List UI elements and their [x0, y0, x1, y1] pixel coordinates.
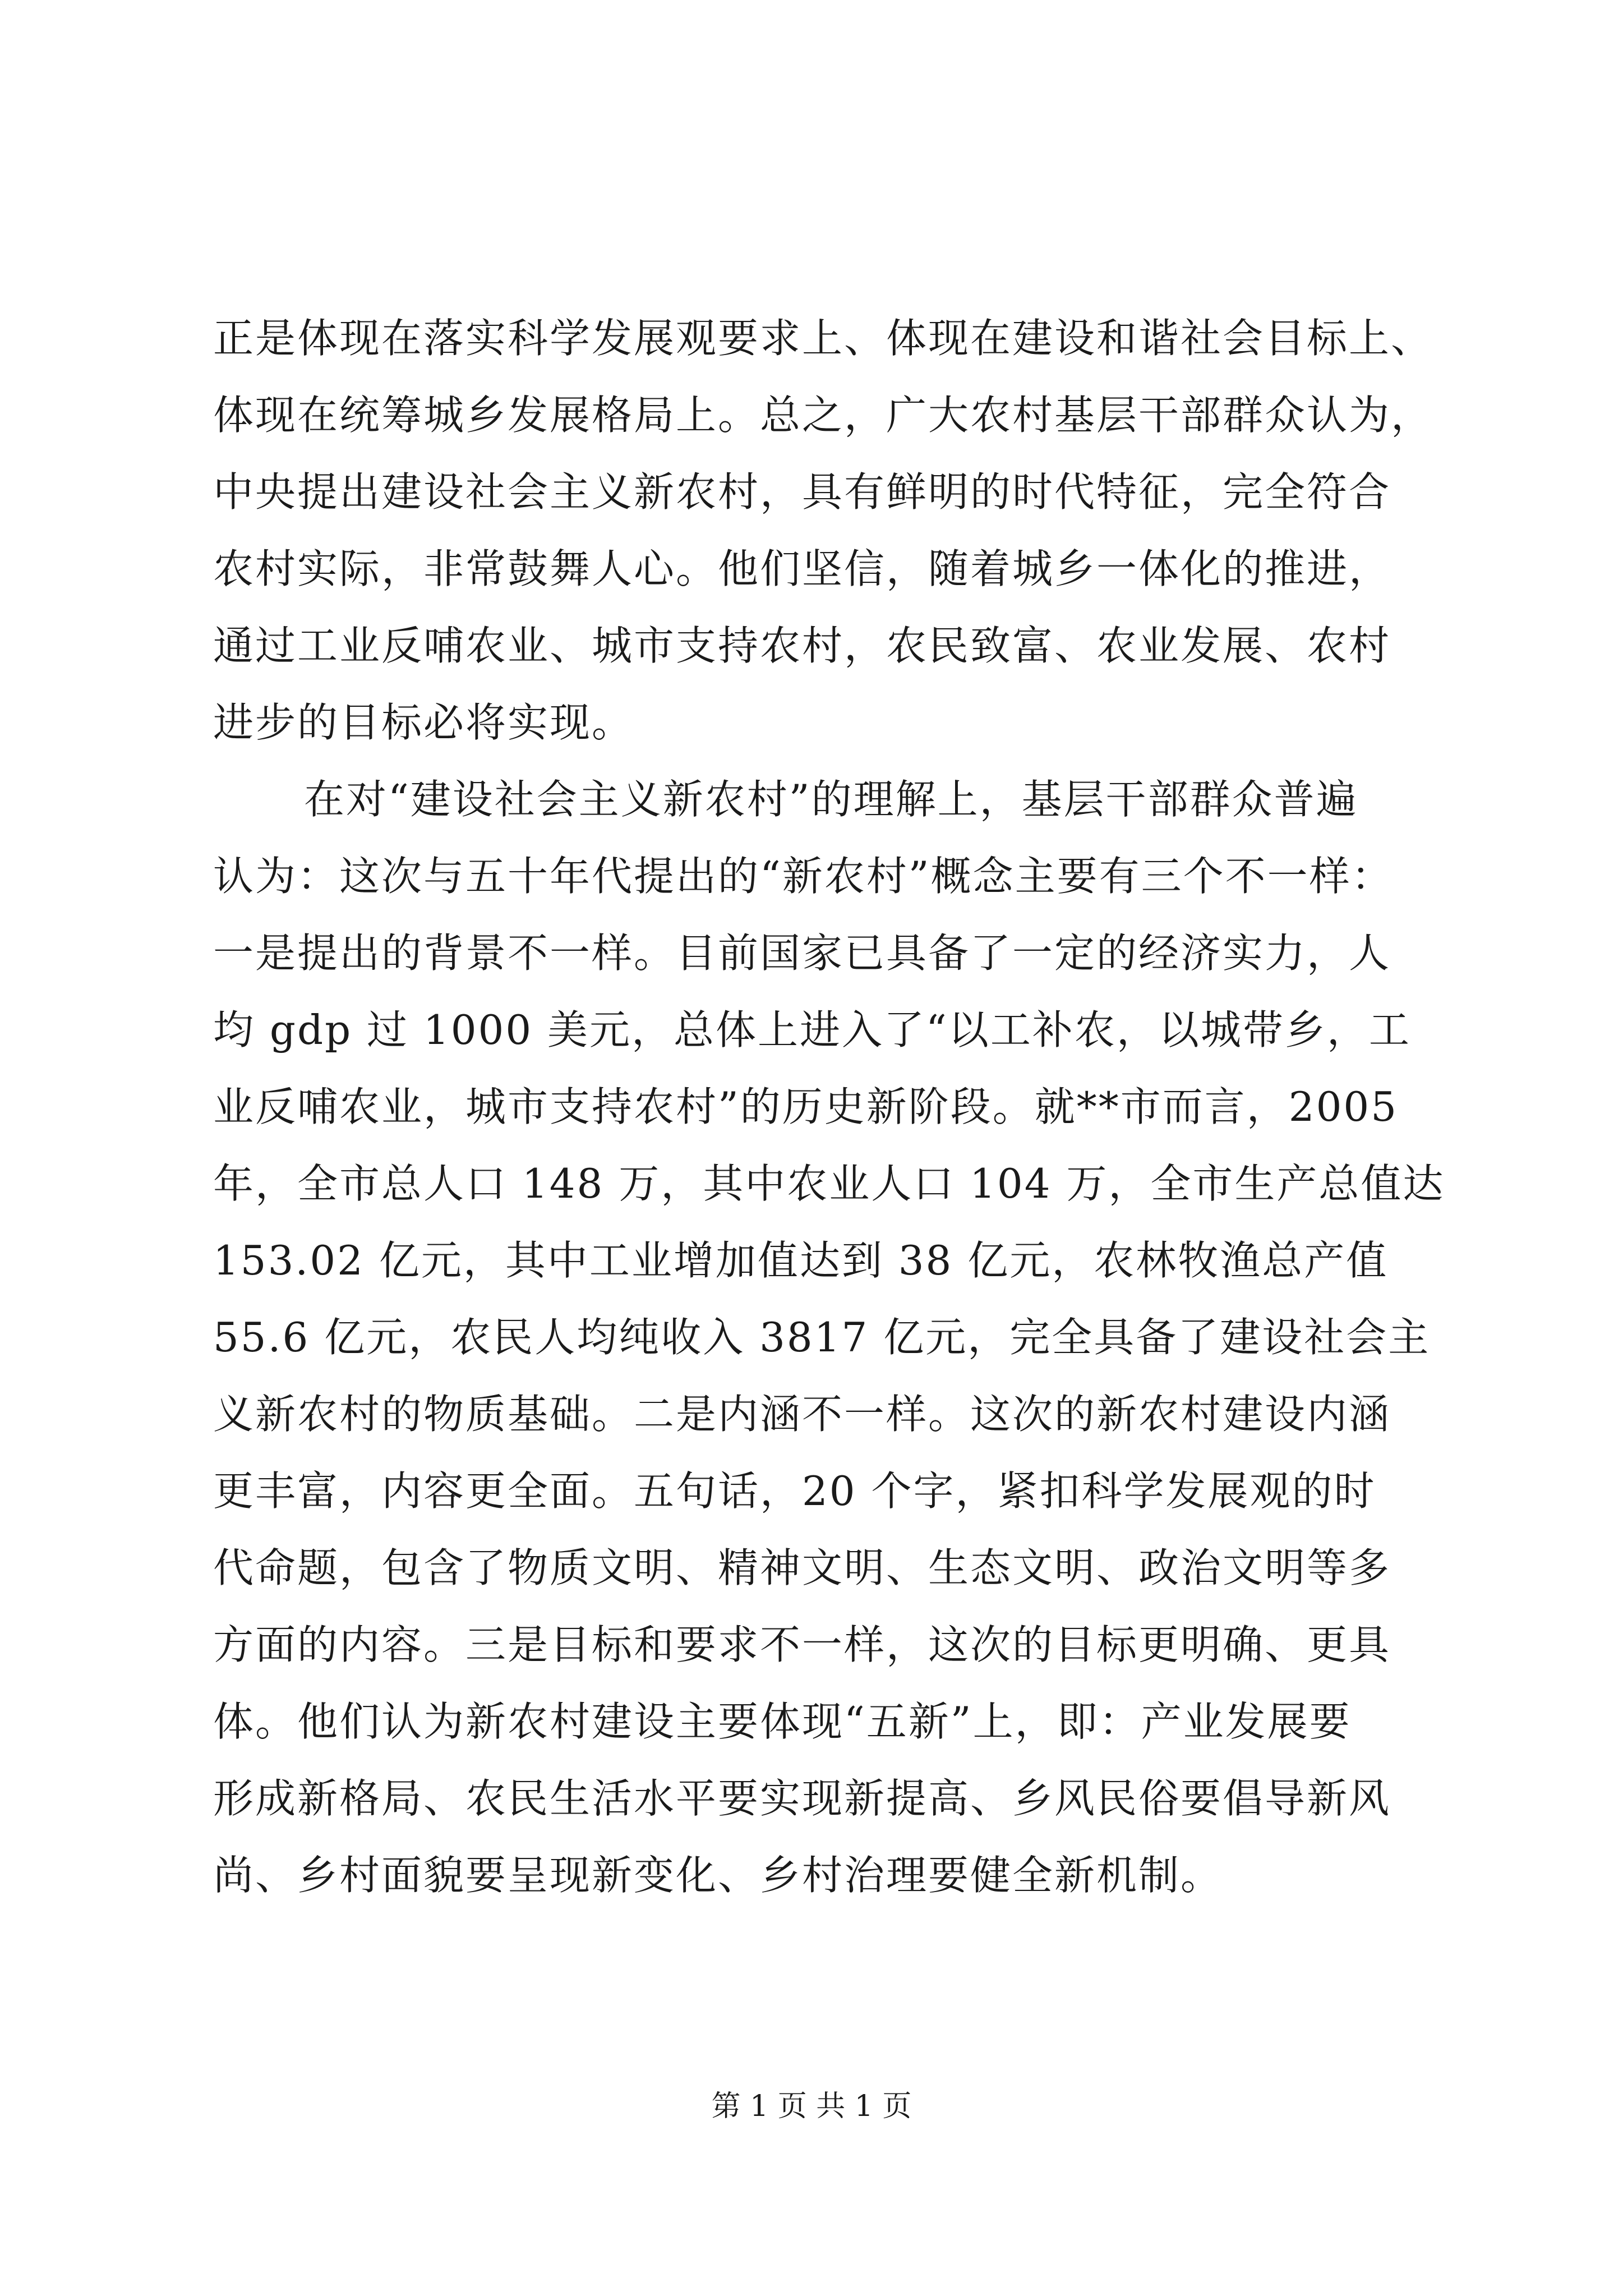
page-number-footer: 第 1 页 共 1 页	[711, 2090, 912, 2123]
paragraph-2-line-12: 方面的内容。三是目标和要求不一样，这次的目标更明确、更具	[213, 1621, 1391, 1668]
paragraph-1-line-4: 农村实际，非常鼓舞人心。他们坚信，随着城乡一体化的推进，	[213, 545, 1391, 592]
document-body	[213, 300, 1447, 1914]
paragraph-2-line-2: 认为：这次与五十年代提出的“新农村”概念主要有三个不一样：	[213, 853, 1394, 900]
paragraph-2-line-4: 均 gdp 过 1000 美元，总体上进入了“以工补农，以城带乡，工	[213, 1006, 1411, 1053]
paragraph-2-line-6: 年，全市总人口 148 万，其中农业人口 104 万，全市生产总值达	[213, 1160, 1445, 1207]
paragraph-1-line-1: 正是体现在落实科学发展观要求上、体现在建设和谐社会目标上、	[213, 315, 1433, 362]
paragraph-1-line-2: 体现在统筹城乡发展格局上。总之，广大农村基层干部群众认为，	[213, 392, 1433, 439]
paragraph-1-line-6: 进步的目标必将实现。	[213, 699, 634, 746]
paragraph-2-line-13: 体。他们认为新农村建设主要体现“五新”上，即：产业发展要	[213, 1698, 1352, 1745]
paragraph-2-line-3: 一是提出的背景不一样。目前国家已具备了一定的经济实力，人	[213, 930, 1391, 977]
paragraph-2-line-10: 更丰富，内容更全面。五句话，20 个字，紧扣科学发展观的时	[213, 1467, 1376, 1515]
paragraph-2-line-7: 153.02 亿元，其中工业增加值达到 38 亿元，农林牧渔总产值	[213, 1237, 1389, 1284]
paragraph-2-line-8: 55.6 亿元，农民人均纯收入 3817 亿元，完全具备了建设社会主	[213, 1314, 1431, 1361]
paragraph-2-line-14: 形成新格局、农民生活水平要实现新提高、乡风民俗要倡导新风	[213, 1775, 1391, 1822]
paragraph-2-line-9: 义新农村的物质基础。二是内涵不一样。这次的新农村建设内涵	[213, 1391, 1391, 1438]
paragraph-2-line-5: 业反哺农业，城市支持农村”的历史新阶段。就**市而言，2005	[213, 1083, 1399, 1130]
paragraph-2-line-15: 尚、乡村面貌要呈现新变化、乡村治理要健全新机制。	[213, 1852, 1223, 1899]
paragraph-1-line-5: 通过工业反哺农业、城市支持农村，农民致富、农业发展、农村	[213, 622, 1391, 669]
paragraph-2-line-11: 代命题，包含了物质文明、精神文明、生态文明、政治文明等多	[213, 1544, 1391, 1591]
paragraph-1-line-3: 中央提出建设社会主义新农村，具有鲜明的时代特征，完全符合	[213, 468, 1391, 516]
paragraph-2-line-1: 在对“建设社会主义新农村”的理解上，基层干部群众普遍	[304, 776, 1358, 823]
